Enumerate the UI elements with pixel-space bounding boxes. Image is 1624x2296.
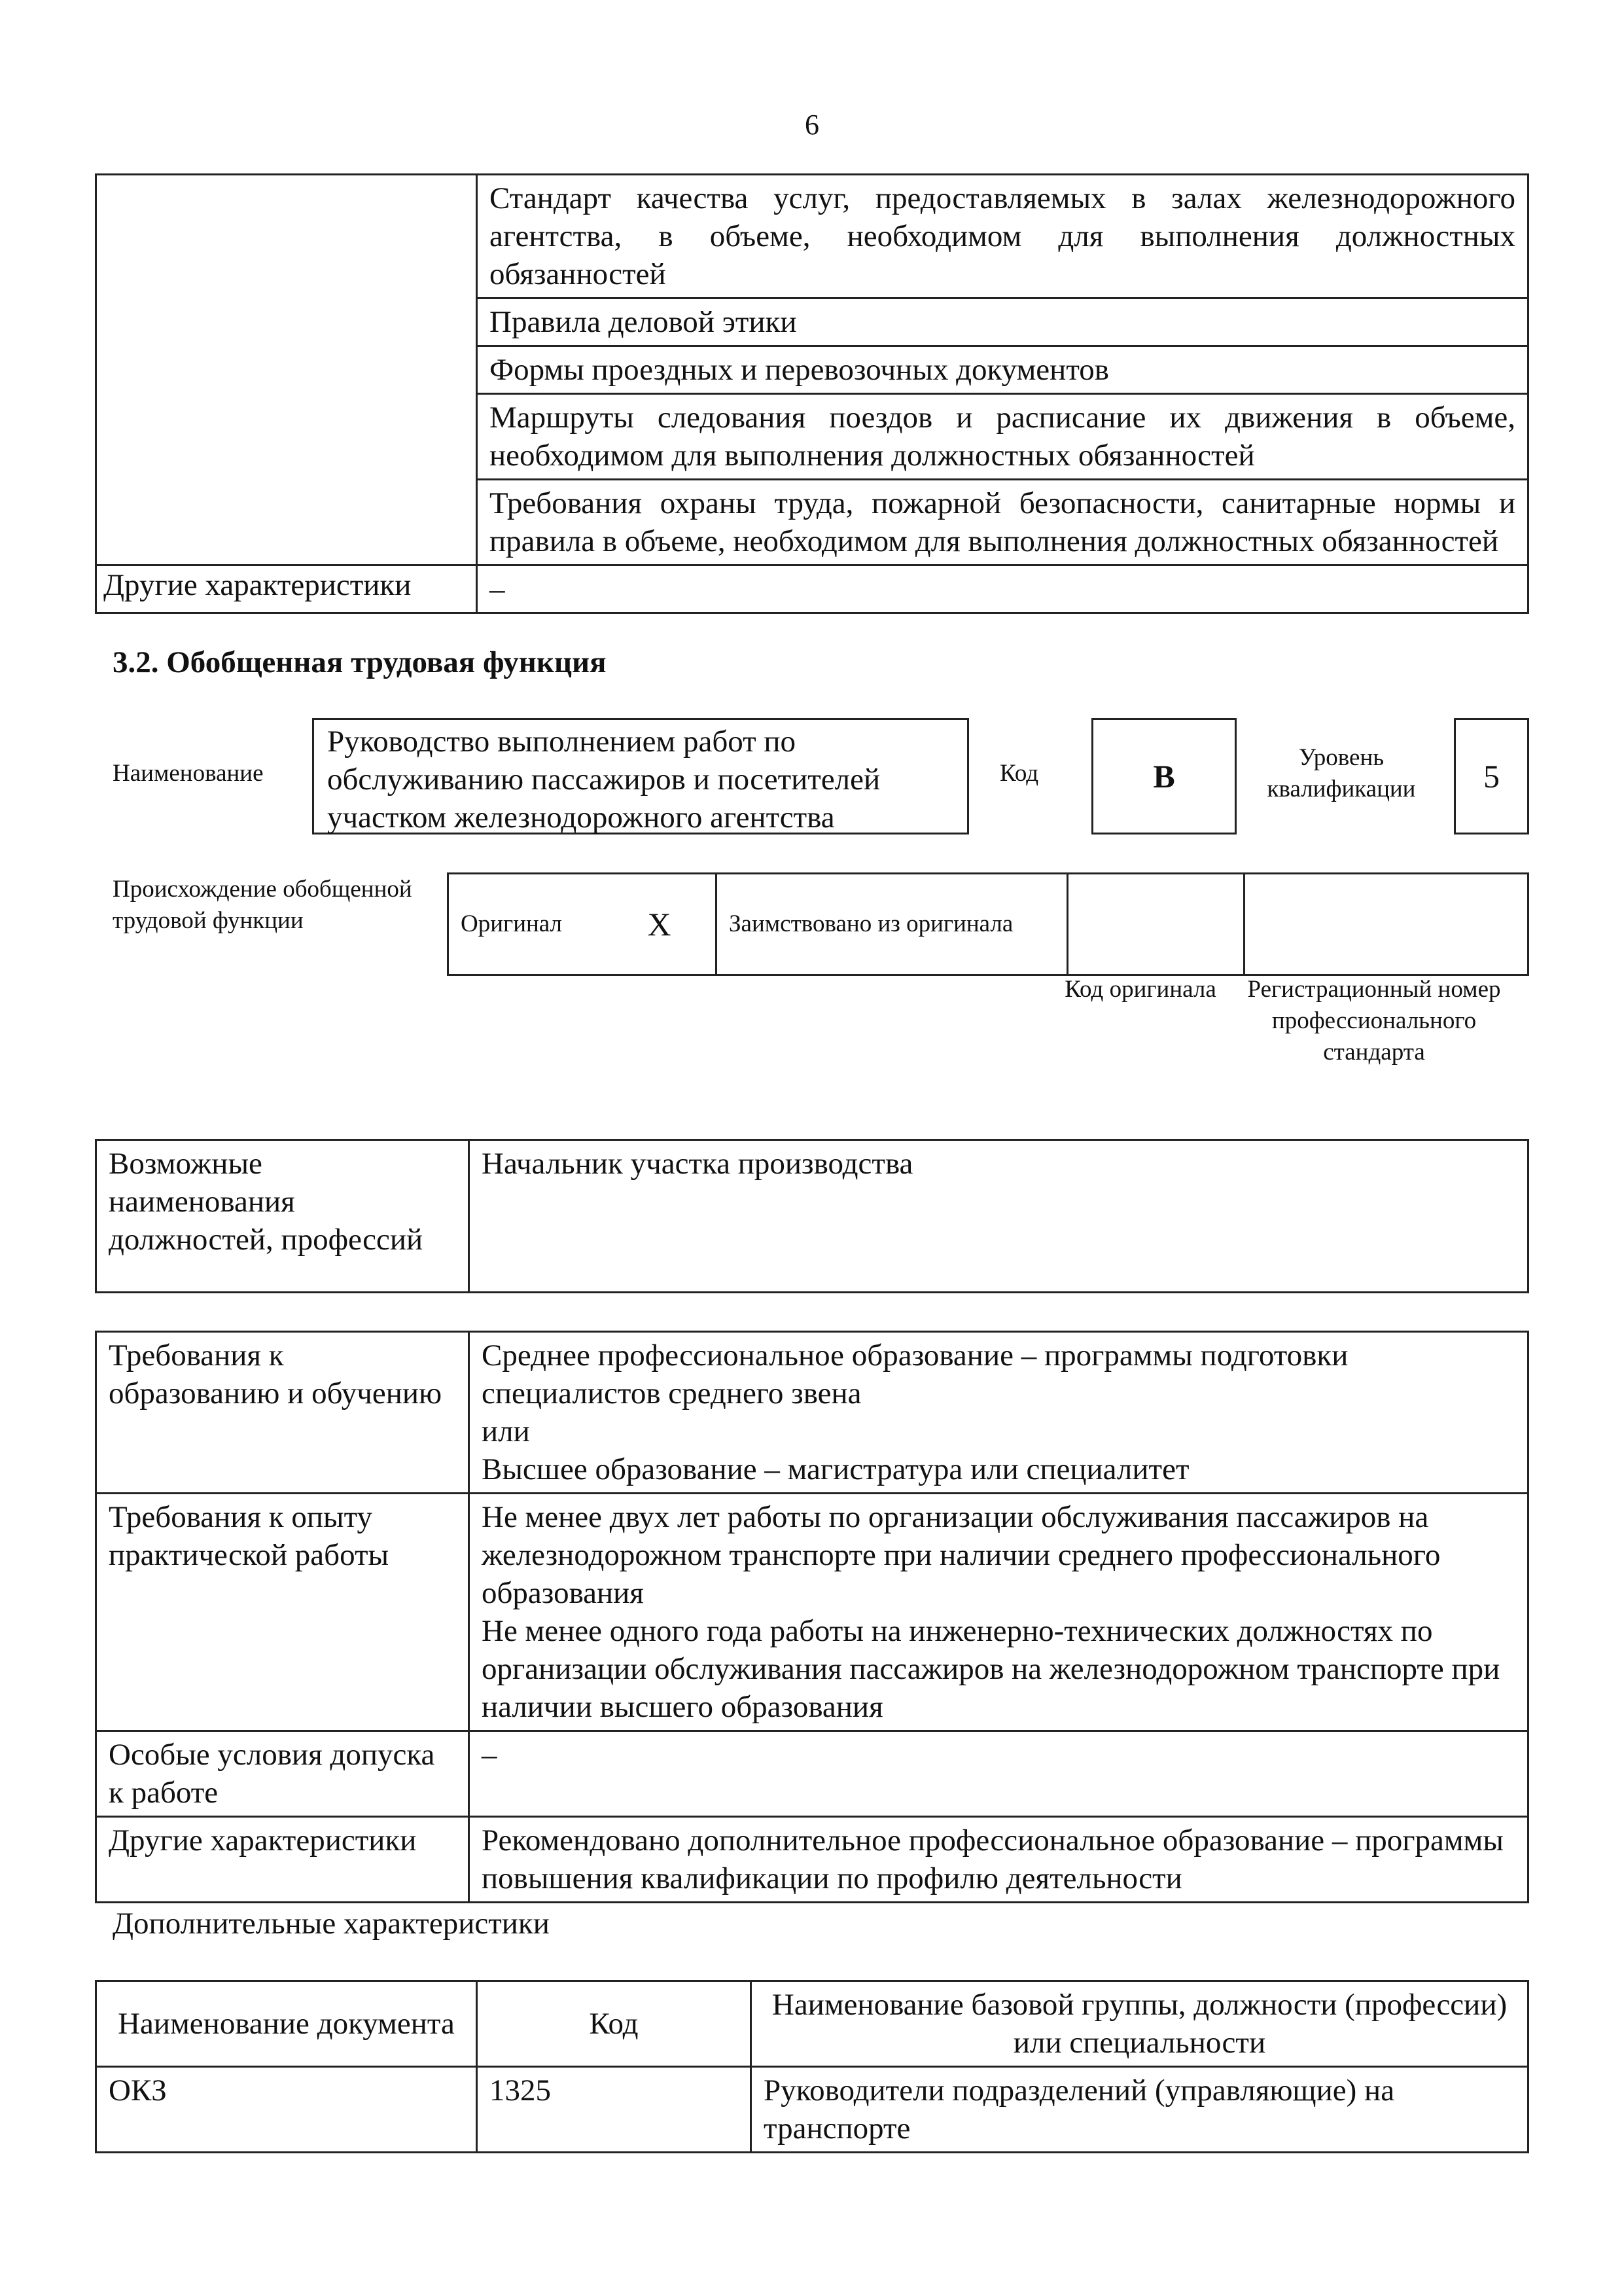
positions-table <box>95 1139 1529 1293</box>
knowledge-label-cell <box>96 175 477 565</box>
origin-table <box>447 872 1529 976</box>
requirement-line: Не менее двух лет работы по организации обслуживания пассажиров на железнодорожном транспорте при наличии среднего профессионального образования <box>482 1500 1441 1610</box>
function-code-box: B <box>1091 718 1237 834</box>
function-name-box: Руководство выполнением работ по обслуживанию пассажиров и посетителей участком железнодорожного агентства <box>312 718 969 834</box>
other-value: Рекомендовано дополнительное профессиональное образование – программы повышения квалификации по профилю деятельности <box>469 1817 1528 1903</box>
requirement-line: Среднее профессиональное образование – программы подготовки специалистов среднего звена <box>482 1338 1349 1410</box>
row-document: ОКЗ <box>96 2067 477 2153</box>
row-code: 1325 <box>477 2067 751 2153</box>
knowledge-item: Требования охраны труда, пожарной безопасности, санитарные нормы и правила в объеме, необходимом для выполнения должностных обязанностей <box>477 480 1528 565</box>
requirements-table <box>95 1331 1529 1903</box>
reg-number-cell <box>1244 874 1528 975</box>
row-group: Руководители подразделений (управляющие) на транспорте <box>751 2067 1528 2153</box>
positions-label: Возможные наименования должностей, профессий <box>96 1140 469 1293</box>
code-label: Код <box>1000 760 1039 787</box>
education-value <box>469 1332 1528 1494</box>
positions-value: Начальник участка производства <box>469 1140 1528 1293</box>
requirement-line: Высшее образование – магистратура или специалитет <box>482 1452 1190 1486</box>
qualification-level-box: 5 <box>1454 718 1529 834</box>
other-characteristics-label: Другие характеристики <box>96 565 477 613</box>
original-mark: X <box>603 874 716 975</box>
knowledge-item: Маршруты следования поездов и расписание их движения в объеме, необходимом для выполнения должностных обязанностей <box>477 394 1528 480</box>
table-row <box>96 2067 1528 2153</box>
header-document: Наименование документа <box>96 1981 477 2067</box>
original-label: Оригинал <box>448 874 604 975</box>
other-characteristics-value: – <box>477 565 1528 613</box>
additional-title: Дополнительные характеристики <box>113 1907 550 1941</box>
experience-label: Требования к опыту практической работы <box>96 1494 469 1731</box>
origin-label: Происхождение обобщенной трудовой функции <box>113 876 412 934</box>
requirement-line: или <box>482 1414 530 1448</box>
requirement-line: Не менее одного года работы на инженерно-технических должностях по организации обслуживания пассажиров на железнодорожном транспорте при наличии высшего образования <box>482 1614 1500 1724</box>
experience-value <box>469 1494 1528 1731</box>
other-label: Другие характеристики <box>96 1817 469 1903</box>
admission-label: Особые условия допуска к работе <box>96 1731 469 1817</box>
level-label: Уровень квалификации <box>1267 744 1416 802</box>
knowledge-item: Формы проездных и перевозочных документов <box>477 346 1528 394</box>
knowledge-table <box>95 173 1529 614</box>
education-label: Требования к образованию и обучению <box>96 1332 469 1494</box>
section-title: 3.2. Обобщенная трудовая функция <box>113 645 607 679</box>
page-number: 6 <box>805 109 819 141</box>
code-original-caption: Код оригинала <box>1065 976 1216 1003</box>
name-label: Наименование <box>113 760 264 787</box>
borrowed-label: Заимствовано из оригинала <box>716 874 1068 975</box>
header-code: Код <box>477 1981 751 2067</box>
knowledge-item: Стандарт качества услуг, предоставляемых в залах железнодорожного агентства, в объеме, необходимом для выполнения должностных обязанностей <box>477 175 1528 298</box>
reg-number-caption: Регистрационный номер профессионального стандарта <box>1247 976 1501 1066</box>
classifier-table <box>95 1980 1529 2153</box>
header-group: Наименование базовой группы, должности (профессии) или специальности <box>751 1981 1528 2067</box>
code-original-cell <box>1068 874 1244 975</box>
admission-value: – <box>469 1731 1528 1817</box>
knowledge-item: Правила деловой этики <box>477 298 1528 346</box>
